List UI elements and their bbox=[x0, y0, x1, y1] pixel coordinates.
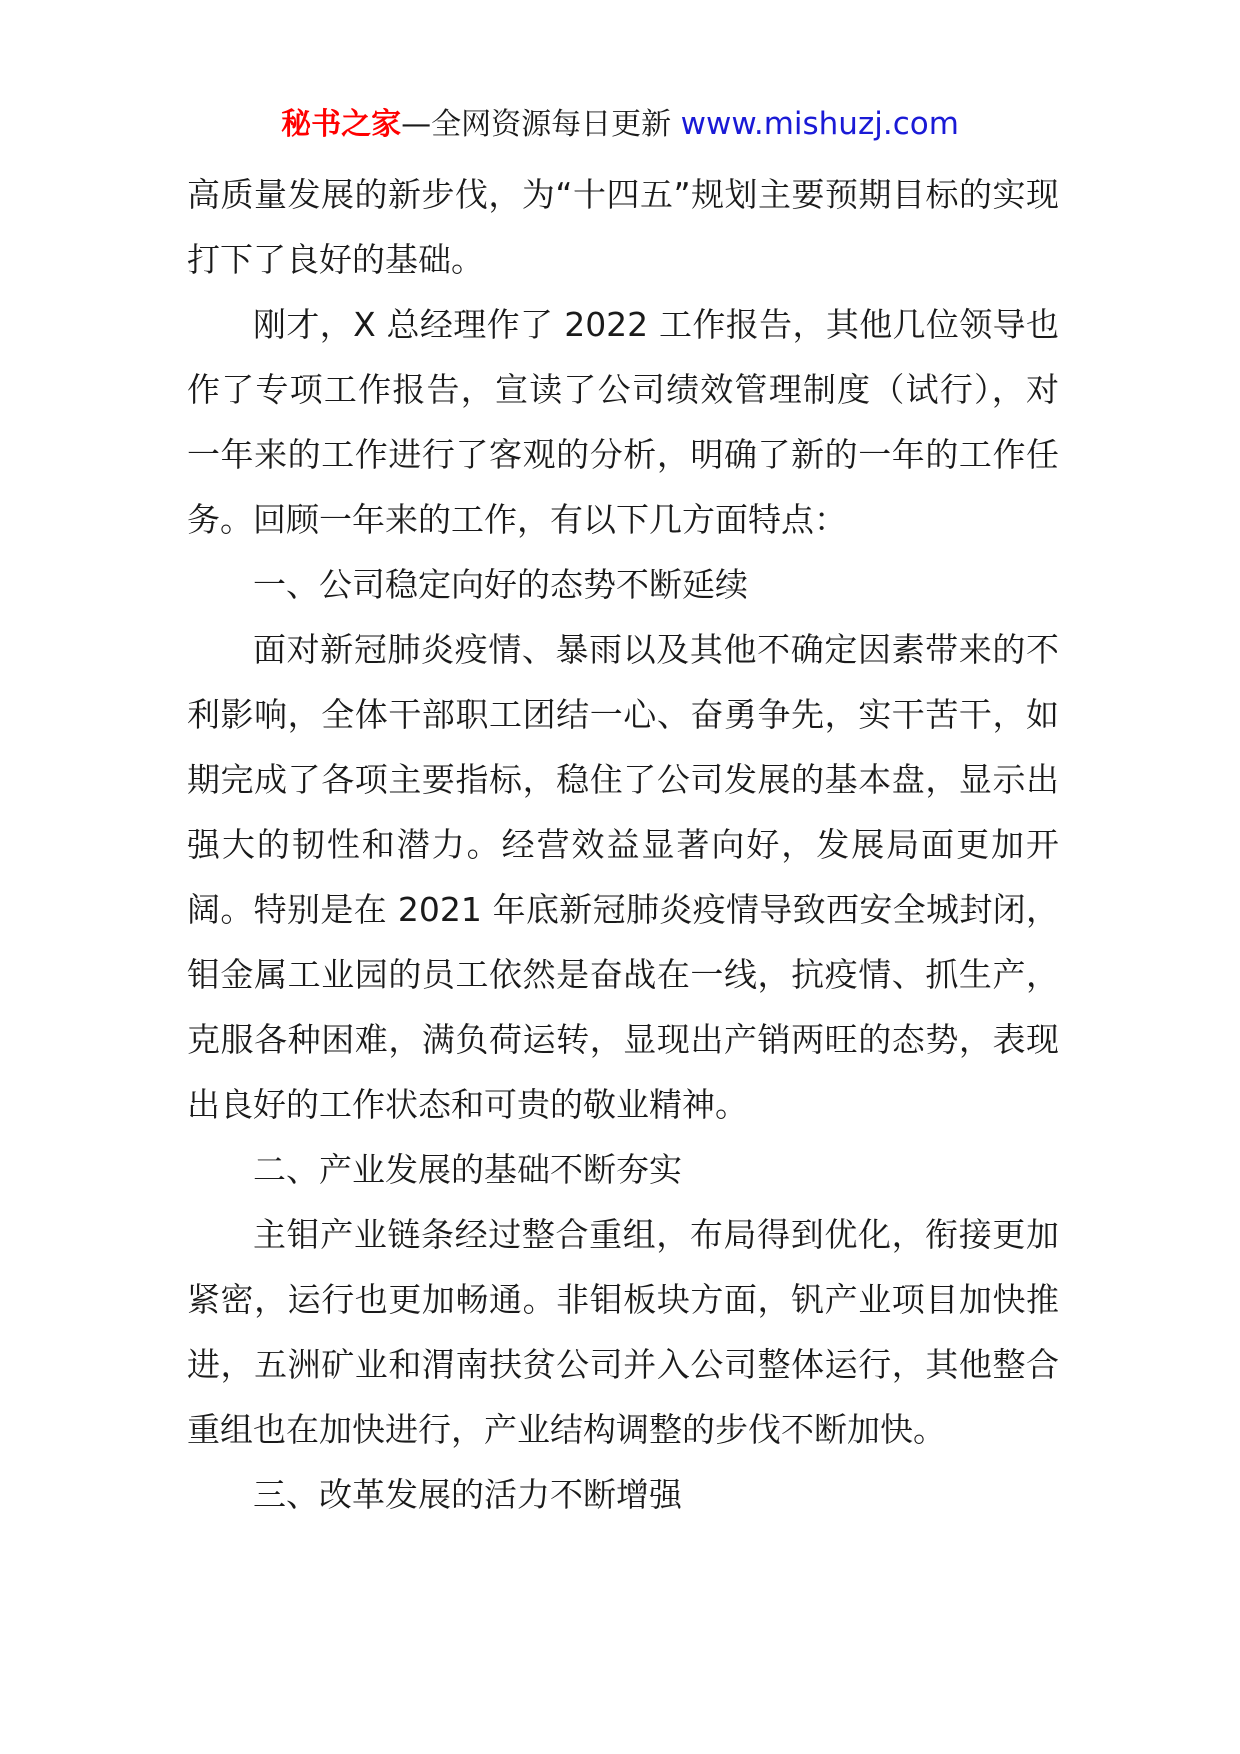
site-header bbox=[0, 104, 1240, 145]
document-body bbox=[187, 162, 1059, 1527]
section-heading-2: 二、产业发展的基础不断夯实 bbox=[253, 1150, 682, 1189]
paragraph-section-2: 主钼产业链条经过整合重组，布局得到优化，衔接更加紧密，运行也更加畅通。非钼板块方面，钒产业项目加快推进，五洲矿业和渭南扶贫公司并入公司整体运行，其他整合重组也在加快进行，产业结构调整的步伐不断加快。 bbox=[187, 1215, 1059, 1449]
paragraph-section-1: 面对新冠肺炎疫情、暴雨以及其他不确定因素带来的不利影响，全体干部职工团结一心、奋勇争先，实干苦干，如期完成了各项主要指标，稳住了公司发展的基本盘，显示出强大的韧性和潜力。经营效益显著向好，发展局面更加开阔。特别是在 2021 年底新冠肺炎疫情导致西安全城封闭，钼金属工业园的员工依然是奋战在一线，抗疫情、抓生产，克服各种困难，满负荷运转，显现出产销两旺的态势，表现出良好的工作状态和可贵的敬业精神。 bbox=[187, 630, 1059, 1124]
site-url-link[interactable]: www.mishuzj.com bbox=[680, 106, 959, 142]
section-heading-3: 三、改革发展的活力不断增强 bbox=[253, 1475, 682, 1514]
paragraph-continuation: 高质量发展的新步伐，为“十四五”规划主要预期目标的实现打下了良好的基础。 bbox=[187, 175, 1059, 279]
section-heading-1: 一、公司稳定向好的态势不断延续 bbox=[253, 565, 748, 604]
site-brand: 秘书之家 bbox=[281, 107, 402, 142]
paragraph-report-summary: 刚才，X 总经理作了 2022 工作报告，其他几位领导也作了专项工作报告，宣读了公司绩效管理制度（试行），对一年来的工作进行了客观的分析，明确了新的一年的工作任务。回顾一年来的工作，有以下几方面特点： bbox=[187, 305, 1059, 539]
site-tagline: —全网资源每日更新 bbox=[401, 107, 681, 142]
